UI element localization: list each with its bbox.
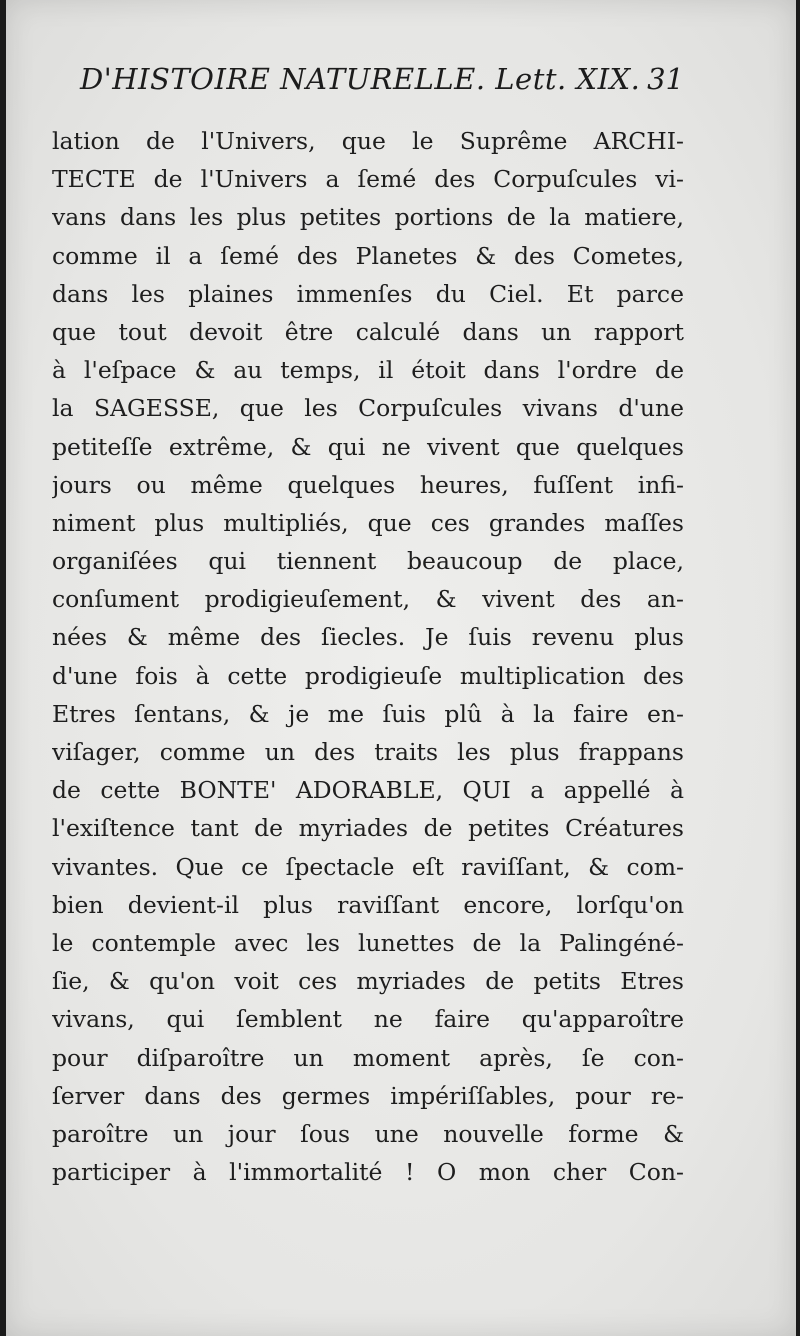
text-line: de cette BONTE' ADORABLE, QUI a appellé à [52, 776, 684, 805]
text-line: à l'eſpace & au temps, il étoit dans l'ordre de [52, 356, 684, 385]
text-line: l'exiſtence tant de myriades de petites Créatures [52, 814, 684, 843]
text-line: lation de l'Univers, que le Suprême ARCHI- [52, 127, 684, 155]
text-line: d'une fois à cette prodigieuſe multiplication des [52, 661, 684, 690]
text-line: dans les plaines immenſes du Ciel. Et parce [52, 279, 684, 308]
text-line: petiteſſe extrême, & qui ne vivent que quelques [52, 432, 684, 461]
text-line: ſerver dans des germes impériſſables, pour re- [52, 1081, 684, 1110]
text-line: vivantes. Que ce ſpectacle eſt raviſſant, & com- [52, 852, 684, 881]
text-line: bien devient-il plus raviſſant encore, lorſqu'on [52, 890, 684, 919]
body-text [52, 122, 684, 1191]
page-header [80, 60, 686, 100]
text-line: Etres ſentans, & je me ſuis plû à la faire en- [52, 699, 684, 728]
text-line: ſie, & qu'on voit ces myriades de petits Etres [52, 967, 684, 996]
text-line: pour diſparoître un moment après, ſe con- [52, 1043, 684, 1072]
page-number: 31 [647, 62, 684, 96]
text-line: niment plus multipliés, que ces grandes maſſes [52, 508, 684, 537]
book-page [6, 0, 796, 1336]
text-line: vans dans les plus petites portions de la matiere, [52, 203, 684, 232]
running-title: D'HISTOIRE NATURELLE. Lett. XIX. [80, 62, 641, 96]
text-line: que tout devoit être calculé dans un rapport [52, 317, 684, 346]
text-line: conſument prodigieuſement, & vivent des an- [52, 585, 684, 614]
text-line: le contemple avec les lunettes de la Palingéné- [52, 928, 684, 957]
text-line: participer à l'immortalité ! O mon cher Con- [52, 1158, 684, 1187]
text-line: la SAGESSE, que les Corpuſcules vivans d'une [52, 394, 684, 423]
text-line: vivans, qui ſemblent ne faire qu'apparoître [52, 1005, 684, 1034]
text-line: comme il a ſemé des Planetes & des Cometes, [52, 241, 684, 270]
text-line: TECTE de l'Univers a ſemé des Corpuſcules vi- [52, 165, 684, 194]
text-line: viſager, comme un des traits les plus frappans [52, 738, 684, 766]
text-line: jours ou même quelques heures, fuſſent infi- [52, 470, 684, 499]
text-line: organiſées qui tiennent beaucoup de place, [52, 547, 684, 576]
text-line: nées & même des ſiecles. Je ſuis revenu plus [52, 623, 684, 652]
text-line: paroître un jour ſous une nouvelle forme & [52, 1119, 684, 1148]
